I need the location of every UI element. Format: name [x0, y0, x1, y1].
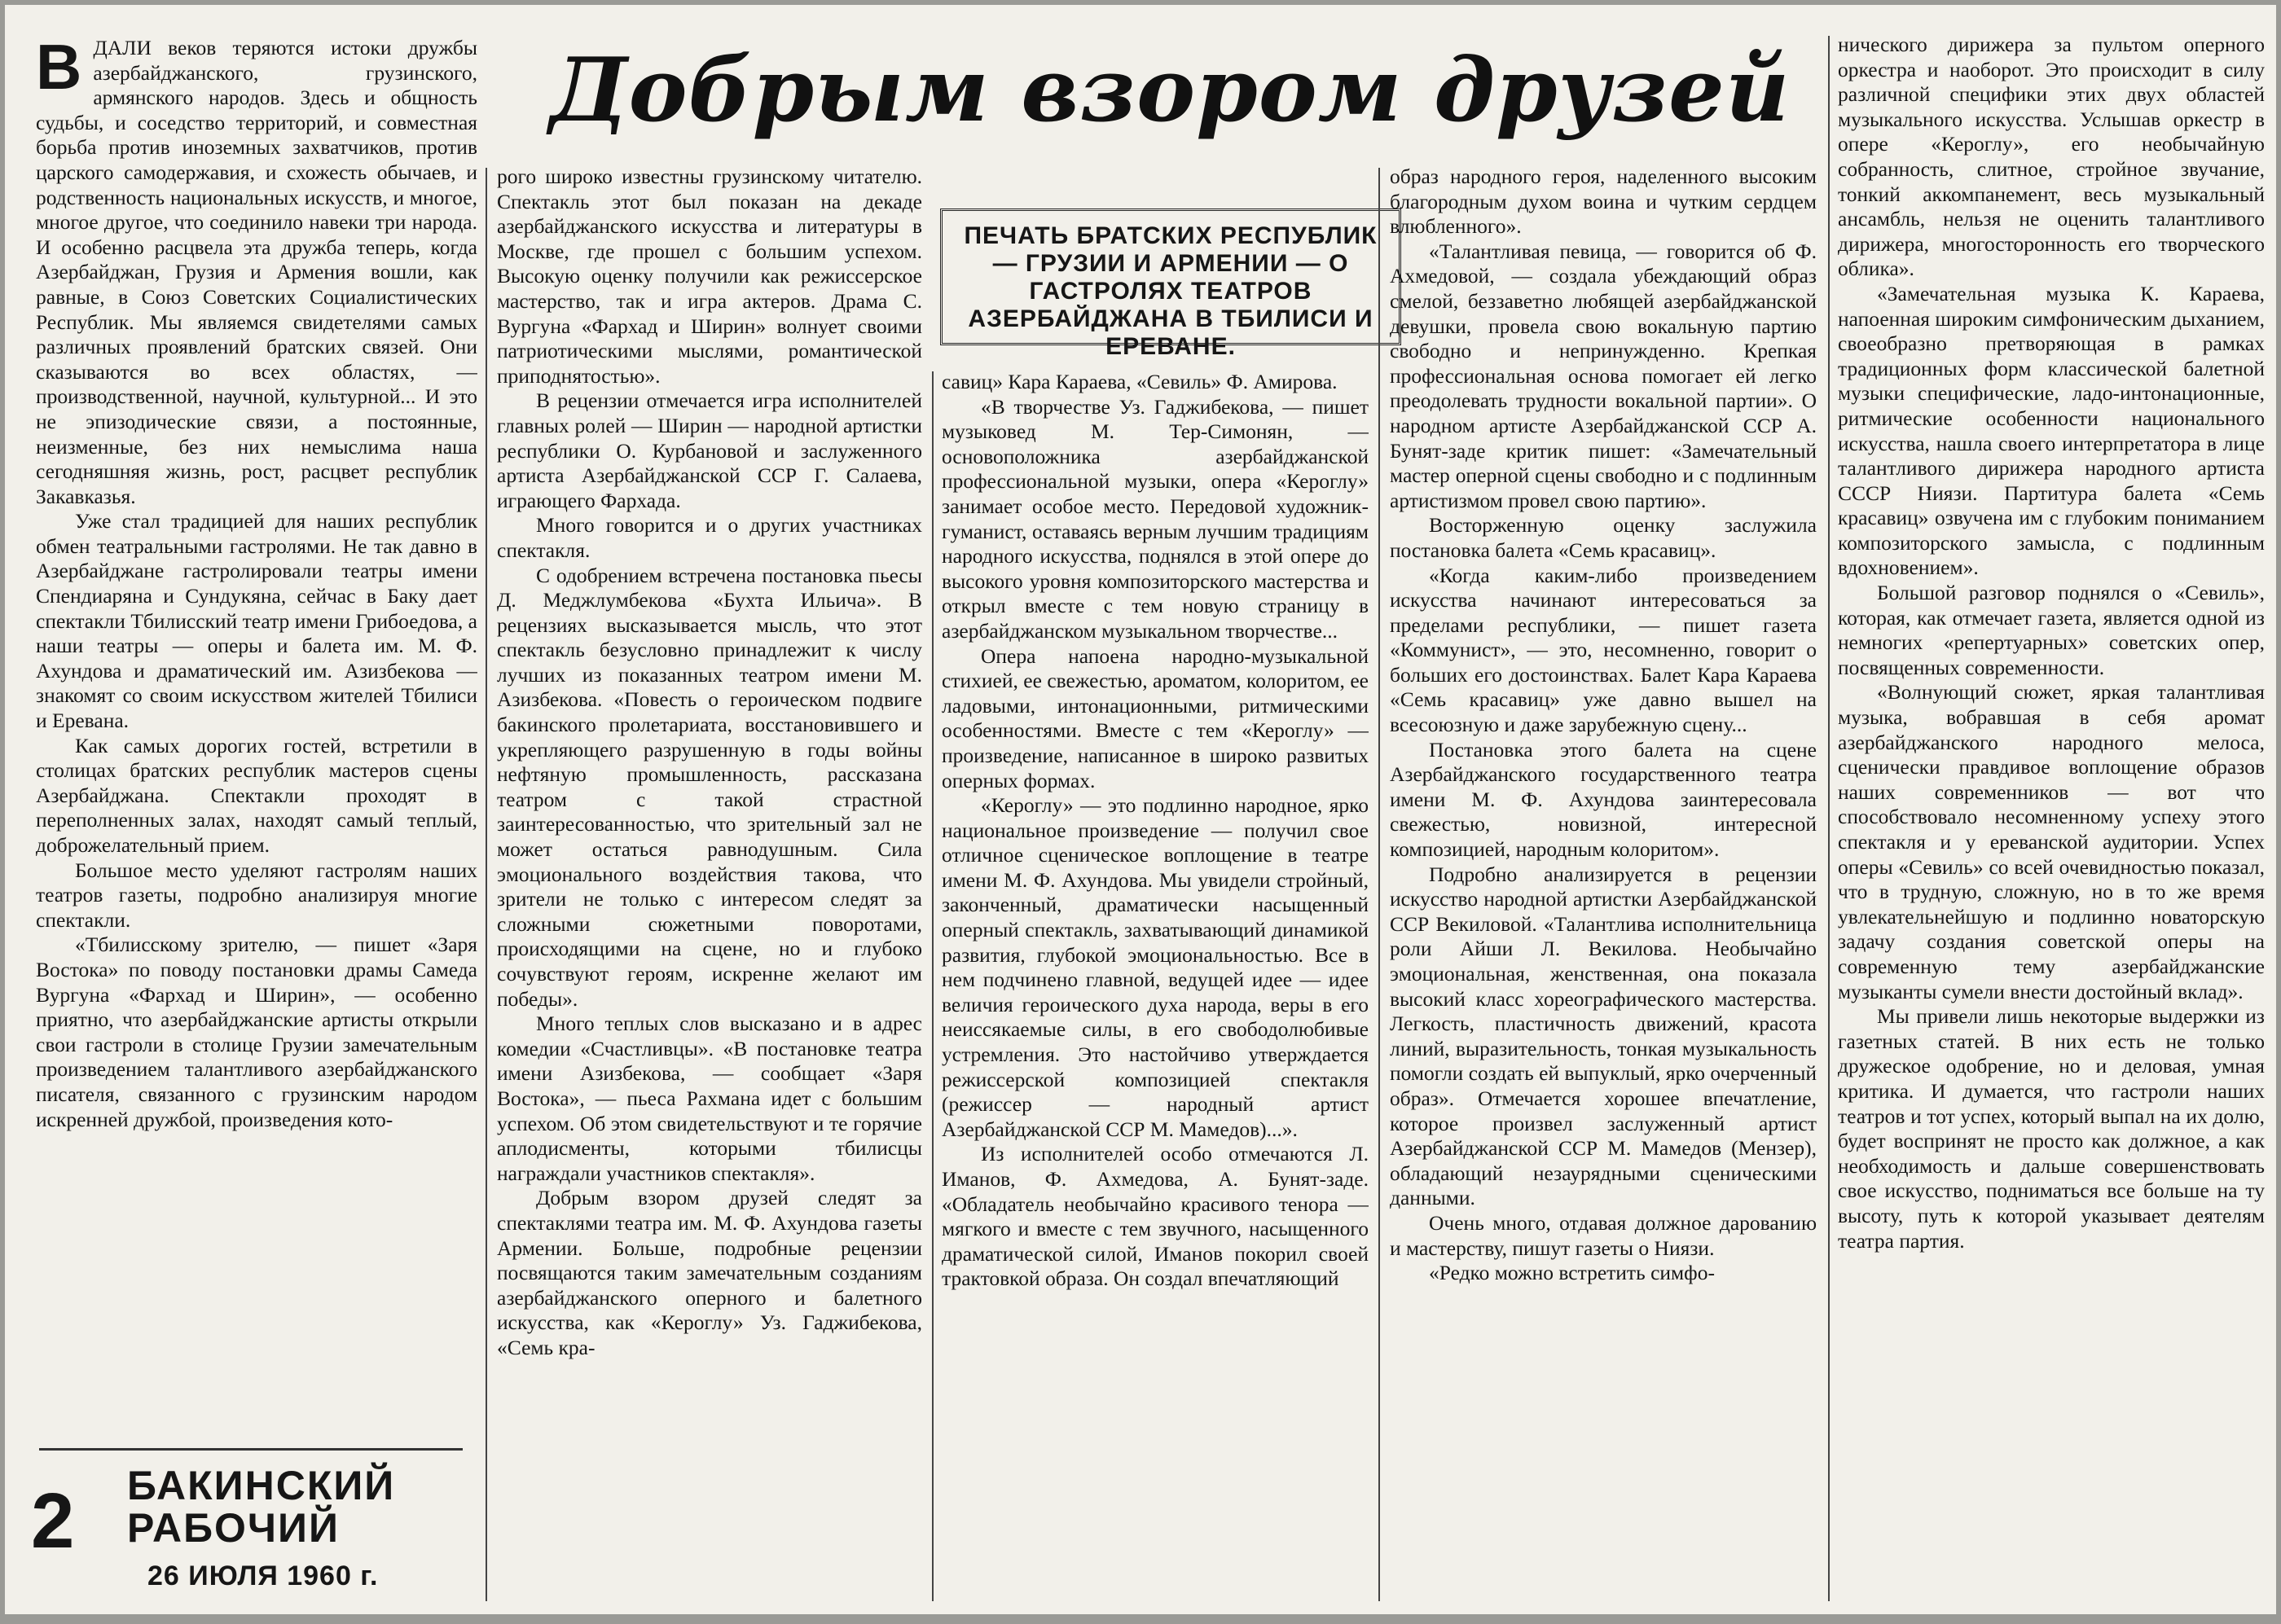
paragraph: нического дирижера за пультом оперного оркестра и наоборот. Это происходит в силу различной специфики этих двух областей музыкального искусства. Услышав оркестр в опере «Кероглу», его необычайную собранность, слитное, стройное звучание, тонкий аккомпанемент, весь музыкальный ансамбль, нельзя не оценить талантливого дирижера, многосторонность его творческого облика».: [1838, 33, 2265, 281]
paragraph: «В творчестве Уз. Гаджибекова, — пишет музыковед М. Тер-Симонян, — основоположника азербайджанской профессиональной музыки, опера «Кероглу» занимает особое место. Передовой художник-гуманист, оставаясь верным лучшим традициям народного искусства, поднялся в этой опере до высокого уровня композиторского мастерства и открыл вместе с тем новую страницу в азербайджанском музыкальном творчестве...: [942, 394, 1369, 643]
page-number: 2: [31, 1477, 75, 1565]
column-rule: [932, 371, 934, 1601]
paragraph: ДАЛИ веков теряются истоки дружбы азербайджанского, грузинского, армянского народов. Здесь и общность судьбы, и соседство территорий, и совместная борьба против иноземных захватчиков, против царского самодержавия, и схожесть обычаев, и родственность национальных искусств, и многое, многое другое, что соединило навеки три народа. И особенно расцвела эта дружба теперь, когда Азербайджан, Грузия и Армения вошли, как равные, в Союз Советских Социалистических Республик. Мы являемся свидетелями самых различных проявлений братских связей. Они сказываются во всех областях, — производственной, научной, культурной... И это не эпизодические связи, а постоянные, неизменные, без них немыслима наша сегодняшняя жизнь, рост, расцвет республик Закавказья.: [36, 36, 477, 508]
article-column-2: [497, 165, 922, 1604]
issue-date: 26 ИЮЛЯ 1960 г.: [147, 1560, 379, 1591]
paragraph: С одобрением встречена постановка пьесы Д. Меджлумбекова «Бухта Ильича». В рецензиях высказывается мысль, что этот спектакль безусловно принадлежит к числу лучших из показанных театром имени М. Азизбекова. «Повесть о героическом подвиге бакинского пролетариата, восстановившего и укрепляющего разрушенную в годы войны нефтяную промышленность, рассказана театром с такой страстной заинтересованностью, что зрительный зал не может остаться равнодушным. Сила эмоционального воздействия такова, что зрители не только с интересом следят за сложными сюжетными поворотами, происходящими на сцене, но и глубоко сочувствуют героям, искренне желают им победы».: [497, 563, 922, 1011]
paragraph: «Редко можно встретить симфо-: [1429, 1261, 1715, 1285]
paragraph: Очень много, отдавая должное дарованию и мастерству, пишут газеты о Ниязи.: [1390, 1210, 1817, 1260]
paragraph: Восторженную оценку заслужила постановка балета «Семь красавиц».: [1390, 513, 1817, 562]
paragraph: Опера напоена народно-музыкальной стихией, ее свежестью, ароматом, колоритом, ее ладовыми, интонационными, ритмическими особенностями. Вместе с тем «Кероглу» — произведение, написанное в широко развитых оперных формах.: [942, 643, 1369, 792]
article-column-4: [1390, 165, 1817, 1604]
paragraph: Мы привели лишь некоторые выдержки из газетных статей. В них есть не только дружеское одобрение, но и деловая, умная критика. И думается, что гастроли наших театров и тот успех, который выпал на их долю, будет воспринят не просто как должное, а как необходимость и дальше совершенствовать свое искусство, подниматься все больше на ту высоту, путь к которой указывает деятелям театра партия.: [1838, 1004, 2265, 1253]
paragraph: Большое место уделяют гастролям наших театров газеты, подробно анализируя многие спектакли.: [36, 858, 477, 932]
article-column-3: [942, 370, 1369, 1604]
paragraph: Уже стал традицией для наших республик обмен театральными гастролями. Не так давно в Азербайджане гастролировали театры имени Спендиаряна и Сундукяна, сейчас в Баку дает спектакли Тбилисский театр имени Грибоедова, а наши театры — оперы и балета им. М. Ф. Ахундова и драматический им. Азизбекова — знакомят со своим искусством жителей Тбилиси и Еревана.: [36, 509, 477, 733]
paragraph: Подробно анализируется в рецензии искусство народной артистки Азербайджанской ССР Векиловой. «Талантлива исполнительница роли Айши Л. Векилова. Необычайно эмоциональная, женственная, она показала высокий класс хореографического мастерства. Легкость, пластичность движений, красота линий, выразительность, тонкая музыкальность помогли создать ей выпуклый, ярко очерченный образ». Отмечается хорошее впечатление, которое произвел заслуженный артист Азербайджанской ССР М. Мамедов (Мензер), обладающий незаурядными сценическими данными.: [1390, 862, 1817, 1210]
masthead-rule: [39, 1448, 463, 1451]
drop-cap: В: [36, 36, 82, 103]
paragraph: Много говорится и о других участниках спектакля.: [497, 513, 922, 562]
paragraph: Из исполнителей особо отмечаются Л. Иманов, Ф. Ахмедова, А. Бунят-заде. «Обладатель необычайно красивого тенора — мягкого и вместе с тем звучного, насыщенного драматической силой, Иманов покорил своей трактовкой образа. Он создал впечатляющий: [942, 1142, 1369, 1291]
newspaper-masthead: БАКИНСКИЙ РАБОЧИЙ: [127, 1463, 396, 1551]
paragraph: «Когда каким-либо произведением искусства начинают интересоваться за пределами республики, — пишет газета «Коммунист», — это, несомненно, говорит о больших его достоинствах. Балет Кара Караева «Семь красавиц» уже давно вышел на всесоюзную и даже зарубежную сцену...: [1390, 563, 1817, 737]
column-rule: [486, 168, 487, 1601]
paragraph: Добрым взором друзей следят за спектаклями театра им. М. Ф. Ахундова газеты Армении. Больше, подробные рецензии посвящаются таким замечательным созданиям азербайджанского оперного и балетного искусства, как «Кероглу» Уз. Гаджибекова, «Семь кра-: [497, 1186, 922, 1359]
paragraph: Постановка этого балета на сцене Азербайджанского государственного театра имени М. Ф. Ахундова заинтересовала свежестью, новизной, интересной композицией, народным колоритом».: [1390, 737, 1817, 862]
paragraph: Как самых дорогих гостей, встретили в столицах братских республик мастеров сцены Азербайджана. Спектакли проходят в переполненных залах, находят самый теплый, доброжелательный прием.: [36, 733, 477, 857]
paragraph: «Талантливая певица, — говорится об Ф. Ахмедовой, — создала убеждающий образ смелой, беззаветно любящей азербайджанской девушки, провела свою вокальную партию свободно и непринужденно. Крепкая профессиональная основа помогает ей легко преодолевать трудности вокальной партии». О народном артисте Азербайджанской ССР А. Бунят-заде критик пишет: «Замечательный мастер оперной сцены свободно и с подлинным артистизмом провел свою партию».: [1390, 239, 1817, 512]
paragraph: савиц» Кара Караева, «Севиль» Ф. Амирова.: [942, 370, 1338, 393]
article-column-1: [36, 36, 477, 1443]
paragraph: «Кероглу» — это подлинно народное, ярко национальное произведение — получил свое отличное сценическое воплощение в театре имени М. Ф. Ахундова. Мы увидели стройный, законченный, драматически насыщенный оперный спектакль, захватывающий динамикой развития, глубокой эмоциональностью. Все в нем подчинено главной, ведущей идее — идее величия героического духа народа, веры в его неиссякаемые силы, в его свободолюбивые устремления. Это настойчиво утверждается режиссерской композицией спектакля (режиссер — народный артист Азербайджанской ССР М. Мамедов)...».: [942, 793, 1369, 1141]
paragraph: Много теплых слов высказано и в адрес комедии «Счастливцы». «В постановке театра имени Азизбекова, — сообщает «Заря Востока», — пьеса Рахмана идет с большим успехом. Об этом свидетельствуют и те горячие аплодисменты, которыми тбилисцы награждали участников спектакля».: [497, 1012, 922, 1185]
article-column-5: [1838, 33, 2265, 1606]
paragraph: Большой разговор поднялся о «Севиль», которая, как отмечает газета, является одной из немногих «репертуарных» советских опер, посвященных современности.: [1838, 581, 2265, 679]
subheading-box: ПЕЧАТЬ БРАТСКИХ РЕСПУБЛИК — ГРУЗИИ И АРМЕНИИ — О ГАСТРОЛЯХ ТЕАТРОВ АЗЕРБАЙДЖАНА В ТБИЛИСИ И ЕРЕВАНЕ.: [940, 208, 1401, 345]
column-rule: [1378, 168, 1380, 1601]
paragraph: В рецензии отмечается игра исполнителей главных ролей — Ширин — народной артистки республики О. Курбановой и заслуженного артиста Азербайджанской ССР Г. Салаева, играющего Фархада.: [497, 388, 922, 512]
newspaper-page: [5, 5, 2276, 1614]
headline: Добрым взором друзей: [549, 39, 1791, 142]
paragraph: «Тбилисскому зрителю, — пишет «Заря Востока» по поводу постановки драмы Самеда Вургуна «Фархад и Ширин», — особенно приятно, что азербайджанские артисты открыли свои гастроли в столице Грузии замечательным произведением талантливого азербайджанского писателя, связанного с грузинским народом искренней дружбой, произведения кото-: [36, 933, 477, 1131]
paragraph: «Волнующий сюжет, яркая талантливая музыка, вобравшая в себя аромат азербайджанского народного мелоса, сценически правдивое воплощение образов наших современников — вот что способствовало несомненному успеху этого спектакля и у ереванской аудитории. Успех оперы «Севиль» со всей очевидностью показал, что в трудную, сложную, но в то же время увлекательнейшую и подлинно новаторскую задачу создания советской оперы на современную тему азербайджанские музыканты сумели внести достойный вклад».: [1838, 680, 2265, 1003]
paragraph: «Замечательная музыка К. Караева, напоенная широким симфоническим дыханием, своеобразно претворяющая в рамках традиционных форм классической балетной музыки специфические, ладо-интонационные, ритмические особенности национального искусства, нашла своего интерпретатора в лице талантливого дирижера народного артиста СССР Ниязи. Партитура балета «Семь красавиц» озвучена им с глубоким пониманием композиторского замысла, с подлинным вдохновением».: [1838, 281, 2265, 580]
column-rule: [1828, 36, 1830, 1601]
paragraph: рого широко известны грузинскому читателю. Спектакль этот был показан на декаде азербайджанского искусства и литературы в Москве, где прошел с большим успехом. Высокую оценку получили как режиссерское мастерство, так и игра актеров. Драма С. Вургуна «Фархад и Ширин» волнует своими патриотическими мыслями, романтической приподнятостью».: [497, 165, 922, 388]
paragraph: образ народного героя, наделенного высоким благородным духом воина и чутким сердцем влюбленного».: [1390, 165, 1817, 239]
